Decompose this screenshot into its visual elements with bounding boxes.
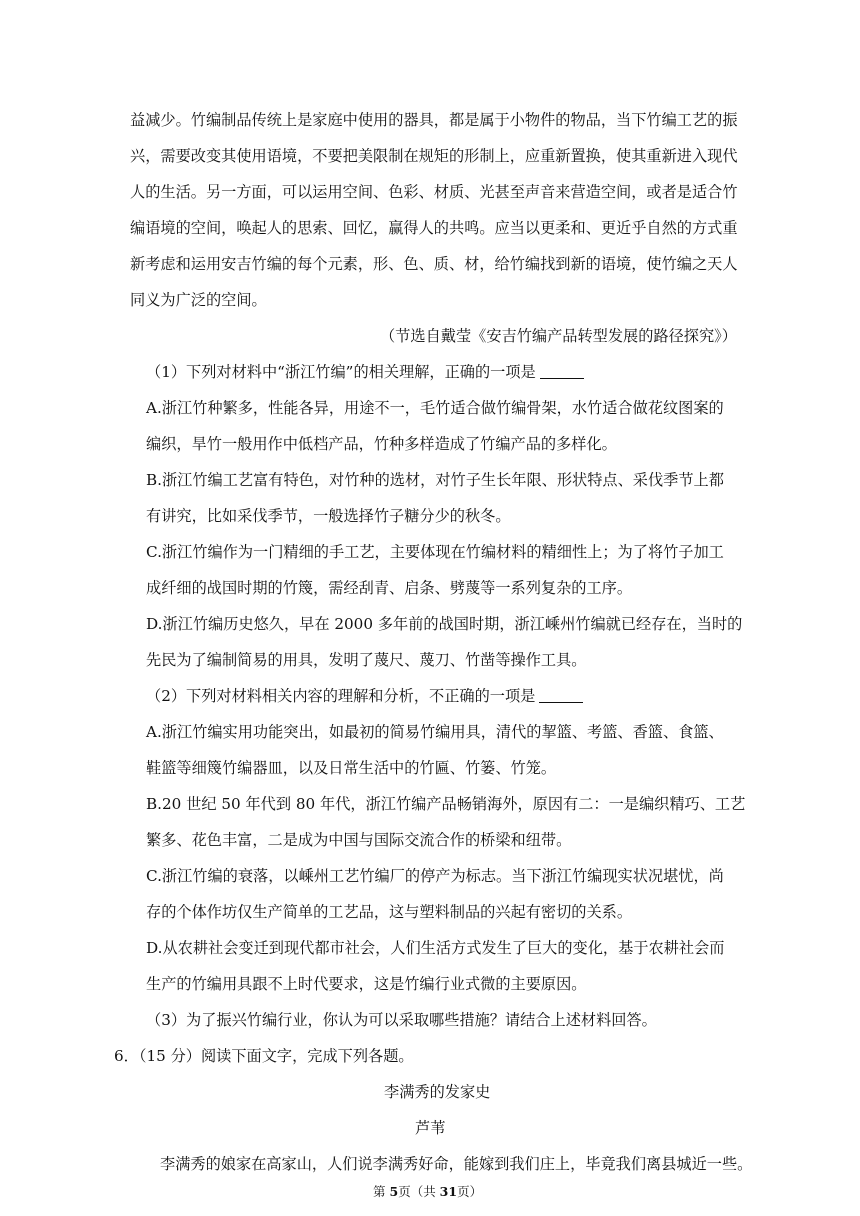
passage-source: （节选自戴莹《安吉竹编产品转型发展的路径探究》） [380,327,737,345]
q2-option-c: C.浙江竹编的衰落，以嵊州工艺竹编厂的停产为标志。当下浙江竹编现实状况堪忧，尚 [146,867,724,885]
q1-stem [146,362,584,382]
q2-option-a: 鞋篮等细篾竹编器皿，以及日常生活中的竹匾、竹篓、竹笼。 [146,759,557,777]
q1-option-a: A.浙江竹种繁多，性能各异，用途不一，毛竹适合做竹编骨架，水竹适合做花纹图案的 [146,399,724,417]
q1-option-d: D.浙江竹编历史悠久，早在 2000 多年前的战国时期，浙江嵊州竹编就已经存在，当时的 [146,615,743,633]
q2-option-c: 存的个体作坊仅生产简单的工艺品，这与塑料制品的兴起有密切的关系。 [146,903,632,921]
footer-pre: 第 [373,1184,390,1199]
footer-mid: 页（共 [398,1184,440,1199]
q2-option-a: A.浙江竹编实用功能突出，如最初的简易竹编用具，清代的挈篮、考篮、香篮、食篮、 [146,723,724,741]
story-first-line: 李满秀的娘家在高家山，人们说李满秀好命，能嫁到我们庄上，毕竟我们离县城近一些。 [160,1155,753,1173]
story-author: 芦苇 [415,1119,446,1137]
footer-total-pages: 31 [439,1184,458,1199]
footer-post: 页） [457,1184,483,1199]
page-footer [373,1182,482,1202]
q1-option-a: 编织，旱竹一般用作中低档产品，竹种多样造成了竹编产品的多样化。 [146,435,617,453]
passage-line: 益减少。竹编制品传统上是家庭中使用的器具，都是属于小物件的物品，当下竹编工艺的振 [130,111,738,129]
q1-option-b: 有讲究，比如采伐季节，一般选择竹子糖分少的秋冬。 [146,507,511,525]
passage-line: 编语境的空间，唤起人的思索、回忆，赢得人的共鸣。应当以更柔和、更近乎自然的方式重 [130,219,738,237]
answer-blank[interactable] [540,364,584,379]
passage-line: 同义为广泛的空间。 [130,291,267,309]
footer-page-number: 5 [389,1184,399,1199]
q3-stem: （3）为了振兴竹编行业，你认为可以采取哪些措施？请结合上述材料回答。 [146,1011,657,1029]
passage-line: 人的生活。另一方面，可以运用空间、色彩、材质、光甚至声音来营造空间，或者是适合竹 [130,183,738,201]
q1-option-b: B.浙江竹编工艺富有特色，对竹种的选材，对竹子生长年限、形状特点、采伐季节上都 [146,471,724,489]
answer-blank[interactable] [539,688,583,703]
story-title: 李满秀的发家史 [384,1083,491,1101]
q1-option-d: 先民为了编制简易的用具，发明了蔑尺、蔑刀、竹凿等操作工具。 [146,651,587,669]
passage-line: 兴，需要改变其使用语境，不要把美限制在规矩的形制上，应重新置换，使其重新进入现代 [130,147,738,165]
q2-option-b: B.20 世纪 50 年代到 80 年代，浙江竹编产品畅销海外，原因有二：一是编织精巧、工艺 [146,795,746,813]
passage-line: 新考虑和运用安吉竹编的每个元素，形、色、质、材，给竹编找到新的语境，使竹编之天人 [130,255,738,273]
q2-option-d: 生产的竹编用具跟不上时代要求，这是竹编行业式微的主要原因。 [146,975,587,993]
q1-stem-text: （1）下列对材料中“浙江竹编”的相关理解，正确的一项是 [146,363,536,381]
q1-option-c: 成纤细的战国时期的竹篾，需经刮青、启条、劈蔑等一系列复杂的工序。 [146,579,632,597]
q2-option-d: D.从农耕社会变迁到现代都市社会，人们生活方式发生了巨大的变化，基于农耕社会而 [146,939,725,957]
q6-heading: 6．（15 分）阅读下面文字，完成下列各题。 [114,1047,414,1065]
q2-stem-text: （2）下列对材料相关内容的理解和分析，不正确的一项是 [146,687,536,705]
q2-stem [146,686,583,706]
q2-option-b: 繁多、花色丰富，二是成为中国与国际交流合作的桥梁和纽带。 [146,831,572,849]
q1-option-c: C.浙江竹编作为一门精细的手工艺，主要体现在竹编材料的精细性上；为了将竹子加工 [146,543,724,561]
